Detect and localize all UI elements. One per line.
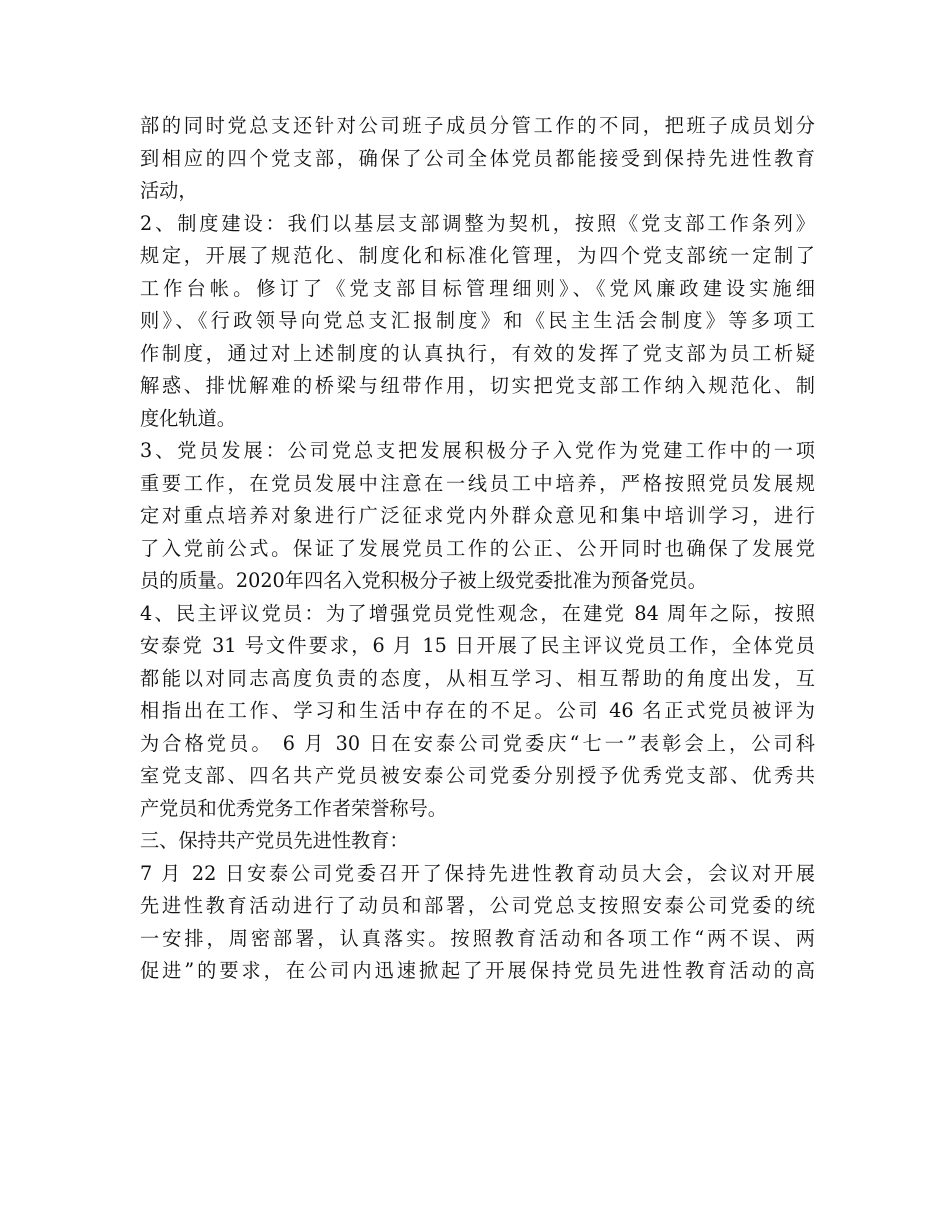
text-line: 员的质量。2020年四名入党积极分子被上级党委批准为预备党员。: [140, 569, 707, 592]
text-line: 3、党员发展：公司党总支把发展积极分子入党作为党建工作中的一项: [140, 439, 815, 462]
text-line: 解惑、排忧解难的桥梁与纽带作用，切实把党支部工作纳入规范化、制: [140, 374, 815, 397]
text-line: 规定，开展了规范化、制度化和标准化管理，为四个党支部统一定制了: [140, 244, 815, 267]
text-line: 重要工作，在党员发展中注意在一线员工中培养，严格按照党员发展规: [140, 471, 815, 495]
text-line: 促进”的要求，在公司内迅速掀起了开展保持党员先进性教育活动的高: [140, 959, 815, 982]
text-line: 作制度，通过对上述制度的认真执行，有效的发挥了党支部为员工析疑: [140, 341, 815, 365]
text-line: 2、制度建设：我们以基层支部调整为契机，按照《党支部工作条列》: [140, 211, 815, 235]
text-line: 相指出在工作、学习和生活中存在的不足。公司 46 名正式党员被评为: [140, 699, 815, 722]
text-line: 产党员和优秀党务工作者荣誉称号。: [140, 796, 447, 820]
body-text: [140, 110, 815, 988]
text-line: 度化轨道。: [140, 406, 236, 430]
text-line: 7 月 22 日安泰公司党委召开了保持先进性教育动员大会，会议对开展: [140, 861, 815, 885]
section-heading: 三、保持共产党员先进性教育：: [140, 829, 409, 852]
text-line: 定对重点培养对象进行广泛征求党内外群众意见和集中培训学习，进行: [140, 504, 815, 527]
text-line: 先进性教育活动进行了动员和部署，公司党总支按照安泰公司党委的统: [140, 894, 815, 917]
text-line: 都能以对同志高度负责的态度，从相互学习、相互帮助的角度出发，互: [140, 666, 815, 690]
text-line: 工作台帐。修订了《党支部目标管理细则》、《党风廉政建设实施细: [140, 276, 815, 300]
text-line: 到相应的四个党支部，确保了公司全体党员都能接受到保持先进性教育: [140, 146, 815, 170]
text-line: 室党支部、四名共产党员被安泰公司党委分别授予优秀党支部、优秀共: [140, 764, 815, 787]
text-line: 了入党前公式。保证了发展党员工作的公正、公开同时也确保了发展党: [140, 536, 815, 560]
text-line: 部的同时党总支还针对公司班子成员分管工作的不同，把班子成员划分: [140, 114, 815, 137]
text-line: 为合格党员。 6 月 30 日在安泰公司党委庆“七一”表彰会上，公司科: [140, 731, 815, 755]
text-line: 一安排，周密部署，认真落实。按照教育活动和各项工作“两不误、两: [140, 926, 815, 950]
text-line: 安泰党 31 号文件要求，6 月 15 日开展了民主评议党员工作，全体党员: [140, 634, 815, 657]
text-line: 4、民主评议党员：为了增强党员党性观念，在建党 84 周年之际，按照: [140, 601, 815, 625]
text-line: 则》、《行政领导向党总支汇报制度》和《民主生活会制度》等多项工: [140, 309, 815, 332]
text-line: 活动，: [140, 179, 198, 202]
